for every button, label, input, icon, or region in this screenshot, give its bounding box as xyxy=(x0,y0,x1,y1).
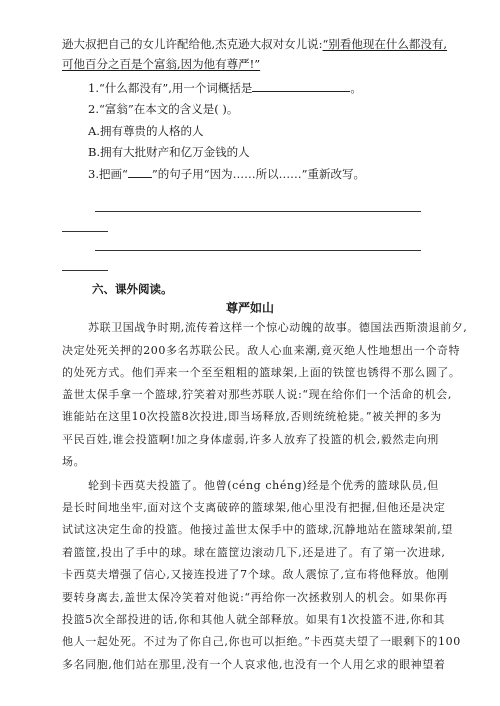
answer-line-1b[interactable] xyxy=(62,231,108,232)
article-line: 苏联卫国战争时期,流传着这样一个惊心动魄的故事。德国法西斯溃退前夕, xyxy=(88,321,468,334)
article-line: 卡西莫夫增强了信心,又接连投进了7个球。敌人震惊了,宣布将他释放。他刚 xyxy=(62,568,449,581)
article-line: 场。 xyxy=(62,455,86,468)
article-line: 多名同胞,他们站在那里,没有一个人哀求他,也没有一个人用乞求的眼神望着 xyxy=(62,658,446,671)
article-title: 尊严如山 xyxy=(225,301,274,315)
section-heading: 六、课外阅读。 xyxy=(92,282,173,296)
question-1 xyxy=(88,80,362,96)
question-3-text-b: ”的句子用“因为……所以……”重新改写。 xyxy=(151,167,365,181)
answer-blank-1[interactable] xyxy=(252,80,350,92)
article-line: 轮到卡西莫夫投篮了。他曾(céng chéng)经是个优秀的篮球队员,但 xyxy=(88,479,439,492)
question-1-text: 1.“什么都没有”,用一个词概括是 xyxy=(88,81,253,95)
article-line: 他人一起处死。不过为了你自己,你也可以拒绝。”卡西莫夫望了一眼剩下的100 xyxy=(62,635,461,648)
article-line: 盖世太保手拿一个篮球,狞笑着对那些苏联人说:“现在给你们一个活命的机会, xyxy=(62,388,452,401)
article-line: 着篮筐,投出了手中的球。球在篮筐边滚动几下,还是进了。有了第一次进球, xyxy=(62,546,446,559)
question-3-text-a: 3.把画“ xyxy=(88,167,128,181)
intro-line-1 xyxy=(62,36,447,52)
intro-text: 逊大叔把自己的女儿许配给他,杰克逊大叔对女儿说: xyxy=(62,37,323,51)
answer-line-2b[interactable] xyxy=(62,270,108,271)
underlined-quote: “别看他现在什么都没有, xyxy=(322,37,448,51)
answer-line-2a[interactable] xyxy=(95,250,421,251)
underline-sample xyxy=(128,166,152,178)
option-b: B.拥有大批财产和亿万金钱的人 xyxy=(88,145,250,159)
article-line: 投篮5次全部投进的话,你和其他人就全部释放。如果有1次投篮不进,你和其 xyxy=(62,613,445,626)
article-line: 试试这决定生命的投篮。他接过盖世太保手中的篮球,沉静地站在篮球架前,望 xyxy=(62,523,453,536)
article-line: 的处死方式。他们弄来一个至至粗粗的篮球架,上面的铁筐也锈得不那么圆了。 xyxy=(62,366,461,379)
intro-line-2-underlined: 可他百分之百是个富翁,因为他有尊严!” xyxy=(62,57,261,71)
question-1-end: 。 xyxy=(350,81,362,95)
question-2: 2.“富翁”在本文的含义是( )。 xyxy=(88,102,239,116)
article-line: 谁能站在这里10次投篮8次投进,即当场释放,否则统统枪毙。”被关押的多为 xyxy=(62,410,442,423)
option-a: A.拥有尊贵的人格的人 xyxy=(88,124,204,138)
article-line: 决定处死关押的200多名苏联公民。敌人心血来潮,竟灭绝人性地想出一个奇特 xyxy=(62,344,461,357)
answer-line-1a[interactable] xyxy=(95,211,421,212)
article-line: 要转身离去,盖世太保冷笑着对他说:“再给你一次拯救别人的机会。如果你再 xyxy=(62,591,448,604)
article-line: 是长时间地坐牢,面对这个支离破碎的篮球架,他心里没有把握,但他还是决定 xyxy=(62,501,446,514)
article-line: 平民百姓,谁会投篮啊!加之身体虚弱,许多人放弃了投篮的机会,毅然走向刑 xyxy=(62,433,439,446)
question-3 xyxy=(88,166,365,182)
